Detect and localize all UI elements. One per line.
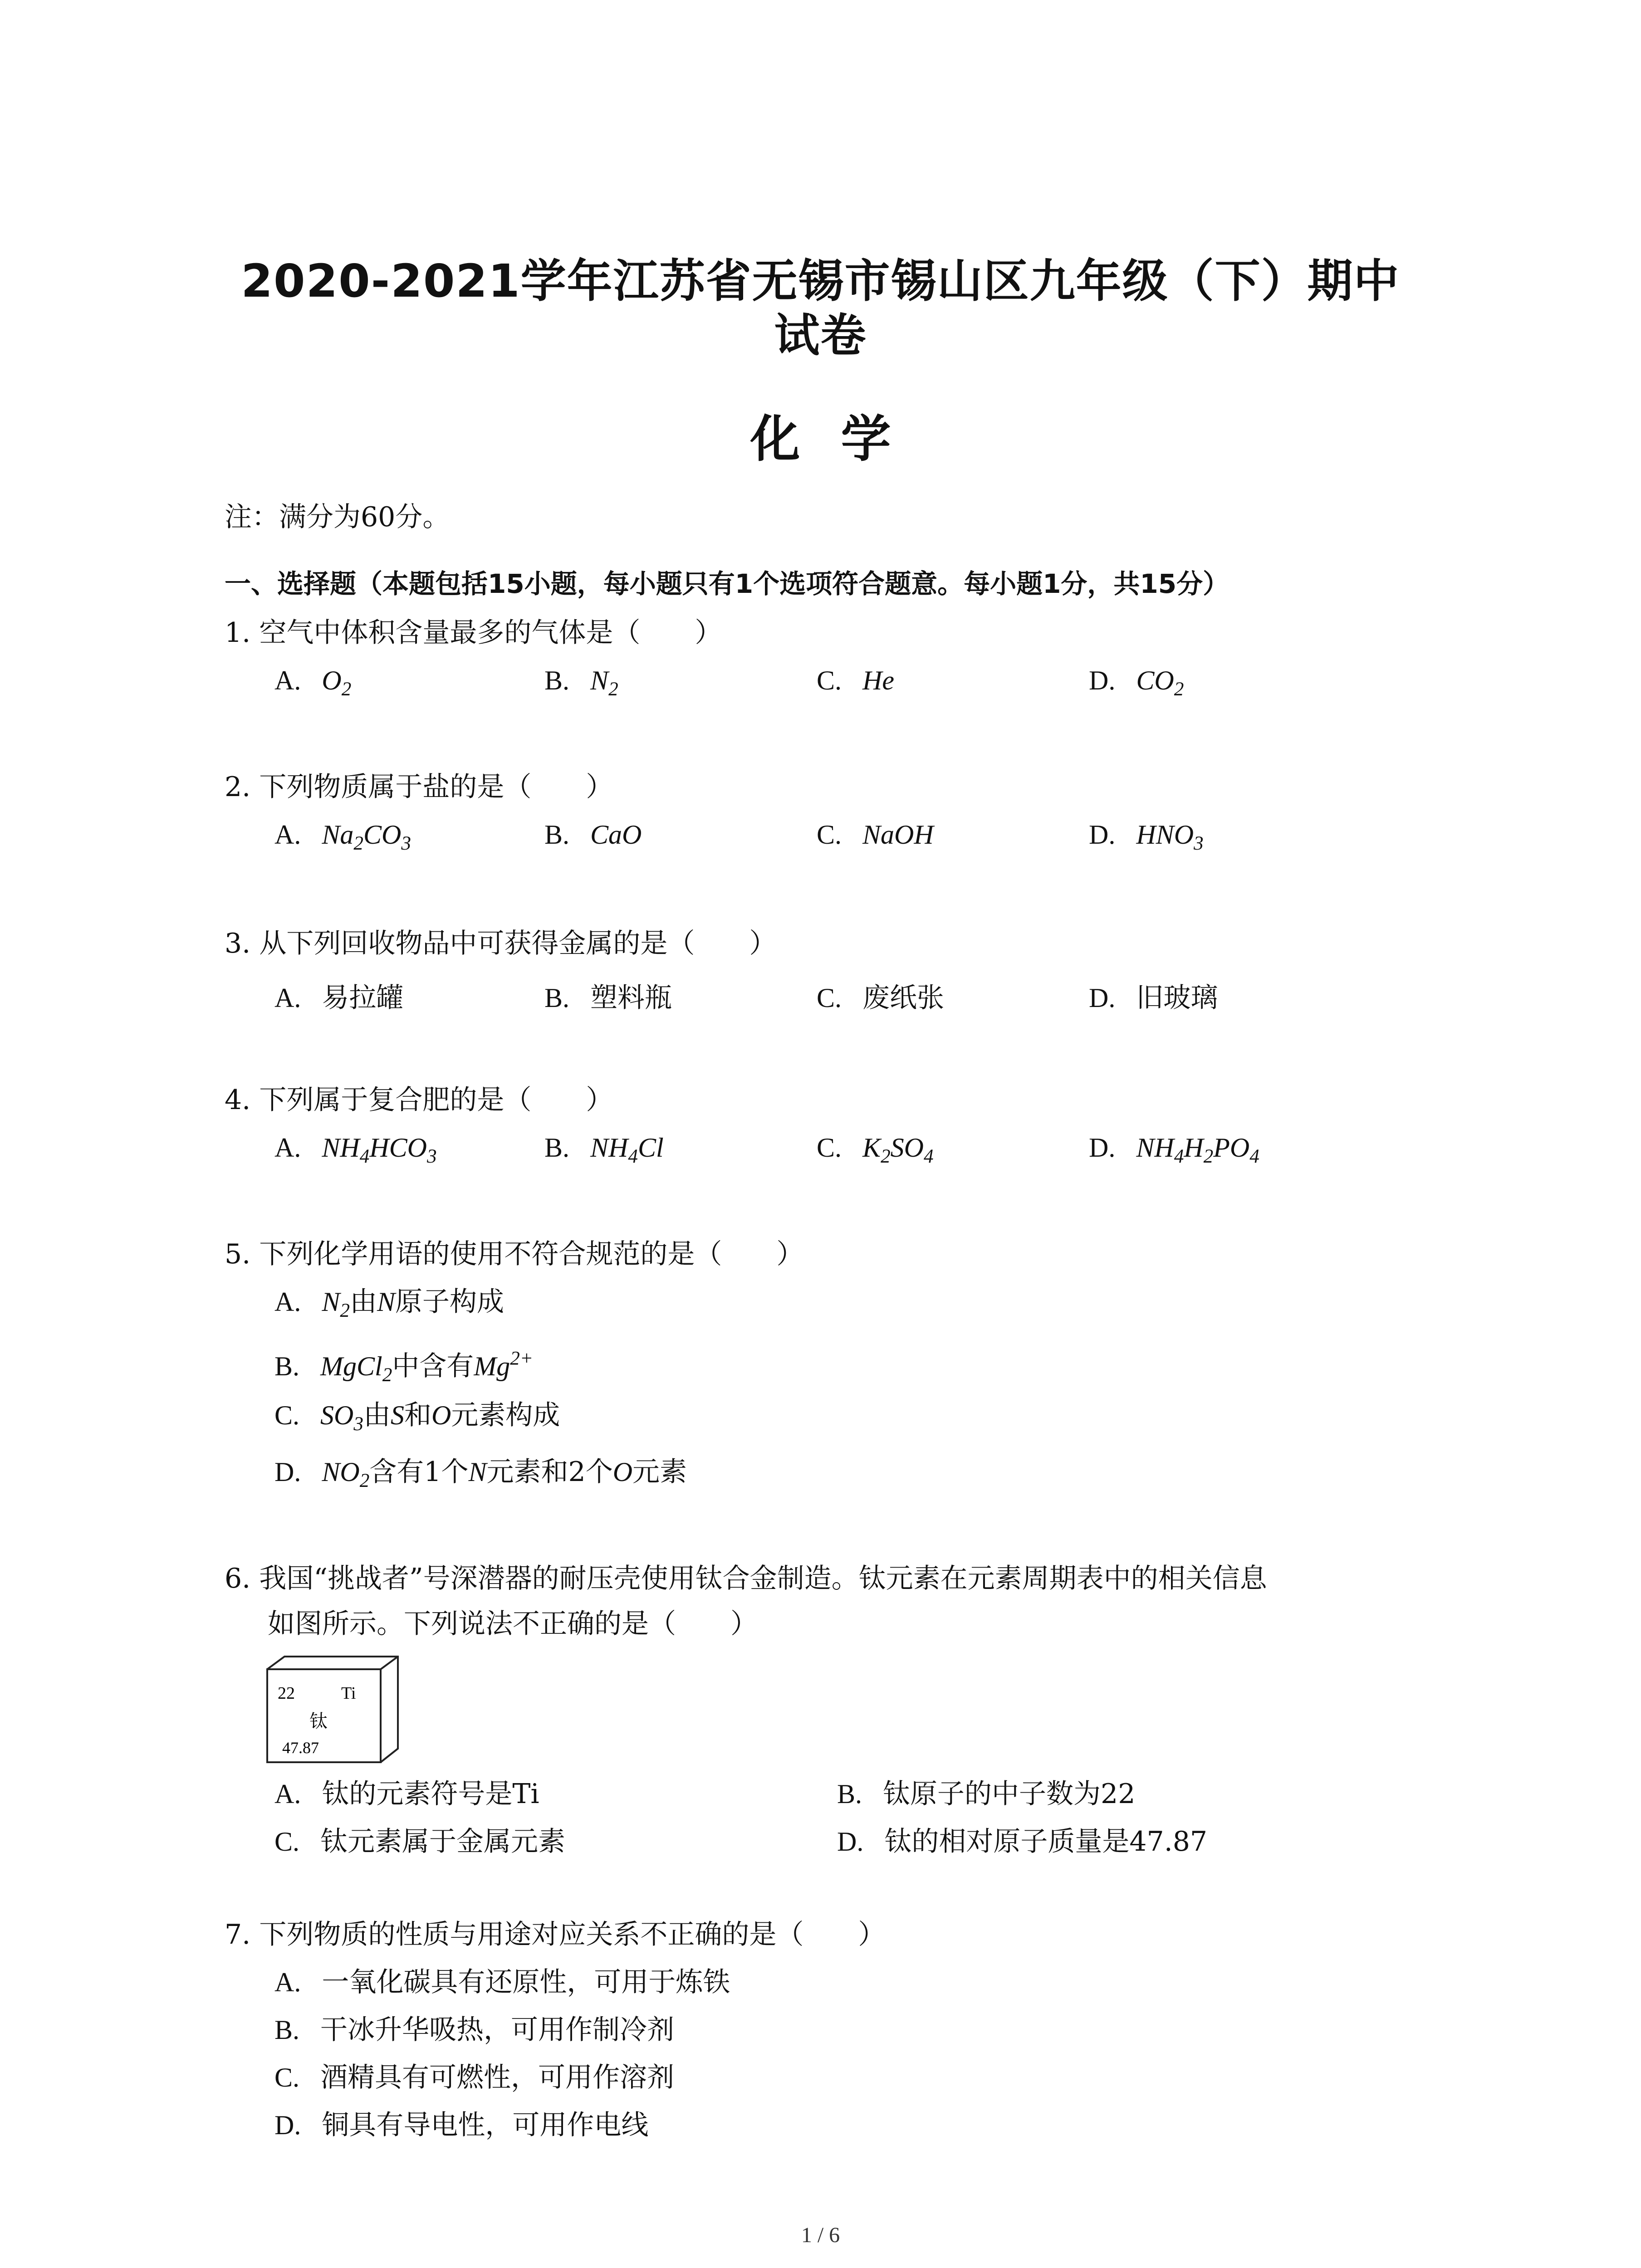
option-letter: D. [274, 1457, 301, 1487]
option-text: 干冰升华吸热，可用作制冷剂 [320, 2014, 675, 2046]
question-1-stem: 1. 空气中体积含量最多的气体是（ ） [225, 617, 722, 649]
option-letter: A. [274, 1133, 301, 1163]
option-letter: A. [274, 820, 301, 850]
question-1-option-a[interactable]: A. $O_2$ [274, 665, 352, 700]
option-text: 废纸张 [862, 982, 945, 1014]
question-2-option-d[interactable]: D. $HNO_3$ [1089, 820, 1204, 854]
question-4-option-a[interactable]: A. $NH_4HCO_3$ [274, 1133, 437, 1167]
page-number: 1 / 6 [801, 2223, 840, 2247]
question-2-option-b[interactable]: B. CaO [544, 820, 642, 850]
question-6-option-d[interactable] [837, 1823, 1207, 1860]
option-letter: A. [274, 1287, 301, 1317]
section-heading-choice: 一、选择题（本题包括15小题，每小题只有1个选项符合题意。每小题1分，共15分） [225, 568, 1230, 599]
question-3-option-a[interactable] [274, 980, 403, 1016]
option-letter: B. [274, 2015, 300, 2045]
question-2-option-a[interactable]: A. $Na_2CO_3$ [274, 820, 411, 854]
element-atomic-mass: 47.87 [282, 1739, 319, 1757]
question-4-stem: 4. 下列属于复合肥的是（ ） [225, 1084, 613, 1116]
question-6-stem-line2: 如图所示。下列说法不正确的是（ ） [268, 1608, 758, 1640]
option-text: 铜具有导电性，可用作电线 [322, 2109, 649, 2141]
option-letter: B. [837, 1779, 862, 1809]
question-7-option-d[interactable] [274, 2107, 648, 2143]
option-letter: C. [817, 1133, 842, 1163]
question-3-stem: 3. 从下列回收物品中可获得金属的是（ ） [225, 928, 777, 959]
question-3-option-b[interactable] [544, 980, 672, 1016]
question-6-option-a[interactable] [274, 1776, 539, 1812]
option-letter: B. [274, 1351, 300, 1381]
option-letter: A. [274, 1779, 301, 1809]
question-5-stem: 5. 下列化学用语的使用不符合规范的是（ ） [225, 1238, 804, 1270]
question-5-option-c[interactable]: C. $SO_3$由S和O元素构成 [274, 1399, 560, 1435]
element-atomic-number: 22 [278, 1684, 295, 1703]
option-text: 旧玻璃 [1136, 982, 1218, 1014]
question-4-option-b[interactable]: B. $NH_4Cl$ [544, 1133, 664, 1167]
option-letter: D. [1089, 665, 1116, 695]
option-letter: C. [274, 2063, 300, 2092]
element-name: 钛 [309, 1711, 328, 1732]
option-text: 钛原子的中子数为22 [883, 1778, 1136, 1810]
question-7-option-a[interactable] [274, 1964, 730, 2000]
question-4-option-d[interactable]: D. $NH_4H_2PO_4$ [1089, 1133, 1259, 1167]
option-letter: D. [1089, 983, 1116, 1013]
option-text: 酒精具有可燃性，可用作溶剂 [320, 2062, 675, 2093]
question-5-option-b[interactable]: B. MgCl$_2$中含有$Mg^{2+}$ [274, 1348, 534, 1386]
option-letter: B. [544, 983, 570, 1013]
question-2-stem: 2. 下列物质属于盐的是（ ） [225, 771, 613, 803]
option-letter: C. [274, 1827, 300, 1857]
question-5-option-a[interactable]: A. $N_2$由N原子构成 [274, 1286, 504, 1321]
option-letter: C. [817, 820, 842, 850]
option-letter: D. [837, 1827, 864, 1857]
option-text: 钛的元素符号是Ti [322, 1778, 539, 1810]
option-letter: C. [274, 1400, 300, 1430]
option-letter: A. [274, 983, 301, 1013]
question-3-option-d[interactable] [1089, 980, 1218, 1016]
option-letter: C. [817, 983, 842, 1013]
option-letter: A. [274, 1967, 301, 1997]
option-letter: D. [1089, 1133, 1116, 1163]
option-letter: D. [1089, 820, 1116, 850]
option-letter: D. [274, 2110, 301, 2140]
question-2-option-c[interactable]: C. NaOH [817, 820, 934, 850]
question-1-option-b[interactable]: B. $N_2$ [544, 665, 618, 700]
option-text: 易拉罐 [322, 982, 404, 1014]
subject-title: 化学 [750, 410, 932, 468]
question-7-option-b[interactable] [274, 2012, 674, 2048]
element-symbol: Ti [341, 1684, 356, 1703]
question-7-stem: 7. 下列物质的性质与用途对应关系不正确的是（ ） [225, 1919, 886, 1950]
option-letter: C. [817, 665, 842, 695]
option-text: 一氧化碳具有还原性，可用于炼铁 [322, 1966, 730, 1998]
element-card-figure [266, 1656, 402, 1766]
exam-title-line1: 2020-2021学年江苏省无锡市锡山区九年级（下）期中 [241, 254, 1400, 308]
option-letter: B. [544, 665, 570, 695]
question-6-option-c[interactable] [274, 1823, 565, 1860]
option-text: 钛元素属于金属元素 [320, 1826, 566, 1857]
option-text: 钛的相对原子质量是47.87 [884, 1826, 1208, 1857]
question-7-option-c[interactable] [274, 2059, 674, 2096]
question-3-option-c[interactable] [817, 980, 944, 1016]
score-note: 注：满分为60分。 [225, 501, 450, 533]
question-4-option-c[interactable]: C. $K_2SO_4$ [817, 1133, 934, 1167]
question-5-option-d[interactable]: D. $NO_2$含有1个N元素和2个O元素 [274, 1456, 687, 1491]
exam-title-line2: 试卷 [774, 309, 867, 362]
option-letter: B. [544, 820, 570, 850]
option-text: 塑料瓶 [590, 982, 672, 1014]
question-1-option-c[interactable]: C. He [817, 665, 894, 695]
question-6-stem-line1: 6. 我国“挑战者”号深潜器的耐压壳使用钛合金制造。钛元素在元素周期表中的相关信息 [225, 1563, 1267, 1594]
option-letter: A. [274, 665, 301, 695]
question-1-option-d[interactable]: D. $CO_2$ [1089, 665, 1184, 700]
question-6-option-b[interactable] [837, 1776, 1135, 1812]
element-card-svg [266, 1656, 402, 1765]
option-letter: B. [544, 1133, 570, 1163]
